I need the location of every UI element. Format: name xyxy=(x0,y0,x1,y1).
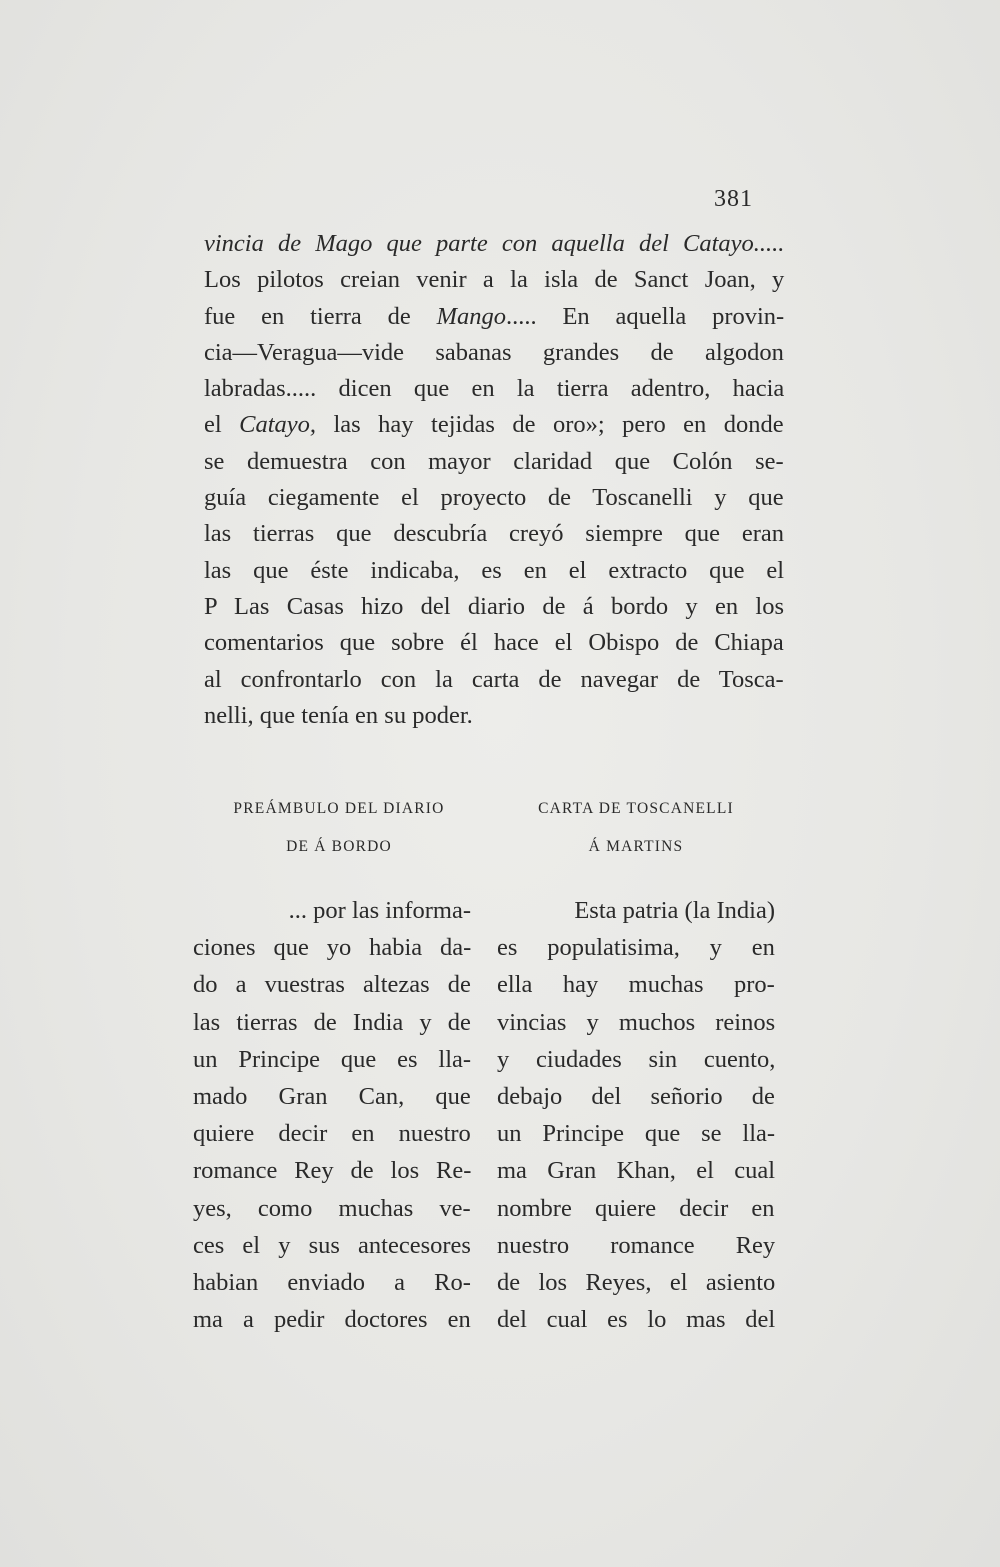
text-line-content xyxy=(204,407,784,443)
column-line-text: del cual es lo mas del xyxy=(497,1306,776,1334)
column-line xyxy=(193,1004,471,1041)
text-line-content: labradas..... dicen que en la tierra adentro, hacia xyxy=(204,375,785,403)
column-line xyxy=(193,1152,471,1189)
column-line-text: ella hay muchas pro- xyxy=(497,971,775,999)
text-line-content: se demuestra con mayor claridad que Colón se- xyxy=(204,447,784,475)
column-line xyxy=(497,892,775,929)
text-line xyxy=(204,335,784,371)
heading-line: CARTA DE TOSCANELLI xyxy=(538,800,734,817)
place-name-mango: Mango xyxy=(436,302,506,330)
column-line xyxy=(193,1078,471,1115)
column-line-text: yes, como muchas ve- xyxy=(193,1194,471,1222)
column-line-text: do a vuestras altezas de xyxy=(193,971,471,999)
column-line-text: romance Rey de los Re- xyxy=(193,1157,472,1185)
column-line-text: habian enviado a Ro- xyxy=(193,1268,471,1296)
column-line-text: las tierras de India y de xyxy=(193,1008,471,1036)
text-line-content: comentarios que sobre él hace el Obispo de Chiapa xyxy=(204,629,784,657)
column-line xyxy=(497,1264,775,1301)
text-line-content: vincia de Mago que parte con aquella del Catayo..... xyxy=(204,230,785,257)
column-line-text: nuestro romance Rey xyxy=(497,1231,776,1259)
column-line xyxy=(193,892,471,929)
column-line xyxy=(193,1115,471,1152)
column-line-text: Esta patria (la India) xyxy=(574,897,775,924)
text-segment: el xyxy=(204,411,240,439)
text-line xyxy=(204,371,784,407)
heading-line: DE Á BORDO xyxy=(286,838,392,855)
column-line-text: vincias y muchos reinos xyxy=(497,1008,776,1036)
text-line-content: Los pilotos creian venir a la isla de Sanct Joan, y xyxy=(204,266,785,294)
text-line-content xyxy=(204,299,784,335)
text-line-content: P Las Casas hizo del diario de á bordo y en los xyxy=(204,592,785,620)
column-line-text: y ciudades sin cuento, xyxy=(497,1045,776,1073)
text-line-content: nelli, que tenía en su poder. xyxy=(204,701,473,729)
page-number: 381 xyxy=(714,186,753,212)
text-line-content: guía ciegamente el proyecto de Toscanelli y que xyxy=(204,484,784,512)
column-line xyxy=(497,1115,775,1152)
text-line xyxy=(204,262,784,298)
text-line xyxy=(204,589,784,625)
text-line-content: cia—Veragua—vide sabanas grandes de algodon xyxy=(204,338,784,366)
column-line xyxy=(193,1190,471,1227)
column-line xyxy=(193,1301,471,1338)
text-line xyxy=(204,299,784,335)
left-column-heading xyxy=(193,790,471,866)
column-line xyxy=(193,929,471,966)
column-line xyxy=(497,1152,775,1189)
column-line xyxy=(193,1227,471,1264)
column-line xyxy=(497,1301,775,1338)
text-line xyxy=(204,662,784,698)
heading-line: PREÁMBULO DEL DIARIO xyxy=(233,800,445,817)
column-line-text: ma Gran Khan, el cual xyxy=(497,1157,776,1185)
text-line-content: las tierras que descubría creyó siempre que eran xyxy=(204,520,785,548)
column-line-text: un Principe que se lla- xyxy=(497,1120,776,1148)
column-line-text: ces el y sus antecesores xyxy=(193,1231,471,1259)
text-line xyxy=(204,516,784,552)
text-line xyxy=(204,698,784,734)
left-column-preambulo xyxy=(193,790,471,1338)
text-line xyxy=(204,407,784,443)
column-line xyxy=(497,1004,775,1041)
column-line-text: ... por las informa- xyxy=(288,897,471,924)
left-column-body xyxy=(193,892,471,1338)
column-line xyxy=(193,1041,471,1078)
column-line xyxy=(193,1264,471,1301)
text-line xyxy=(204,553,784,589)
column-line xyxy=(193,966,471,1003)
text-line xyxy=(204,444,784,480)
column-line xyxy=(497,966,775,1003)
text-segment: las hay tejidas de oro»; pero en donde xyxy=(316,411,784,439)
column-line-text: quiere decir en nuestro xyxy=(193,1120,471,1148)
column-line xyxy=(497,1227,775,1264)
column-line xyxy=(497,929,775,966)
text-line xyxy=(204,625,784,661)
column-line xyxy=(497,1190,775,1227)
text-line xyxy=(204,480,784,516)
column-line-text: mado Gran Can, que xyxy=(193,1082,471,1110)
text-line-content: las que éste indicaba, es en el extracto que el xyxy=(204,556,785,584)
column-line-text: nombre quiere decir en xyxy=(497,1194,775,1222)
text-line xyxy=(204,226,784,262)
column-line-text: es populatisima, y en xyxy=(497,934,775,962)
right-column-body xyxy=(497,892,775,1338)
text-segment: fue en tierra de xyxy=(204,302,437,330)
right-column-heading xyxy=(497,790,775,866)
column-line-text: un Principe que es lla- xyxy=(193,1045,472,1073)
column-line-text: ciones que yo habia da- xyxy=(193,934,472,962)
column-line-text: de los Reyes, el asiento xyxy=(497,1268,776,1296)
text-segment: ..... En aquella provin- xyxy=(506,302,785,330)
column-line xyxy=(497,1078,775,1115)
heading-line: Á MARTINS xyxy=(588,838,684,855)
text-line-content: al confrontarlo con la carta de navegar de Tosca- xyxy=(204,665,784,693)
column-line xyxy=(497,1041,775,1078)
place-name-catayo: Catayo, xyxy=(239,411,317,439)
column-line-text: ma a pedir doctores en xyxy=(193,1306,471,1334)
main-paragraph xyxy=(204,226,784,734)
right-column-carta xyxy=(497,790,775,1338)
column-line-text: debajo del señorio de xyxy=(497,1082,775,1110)
